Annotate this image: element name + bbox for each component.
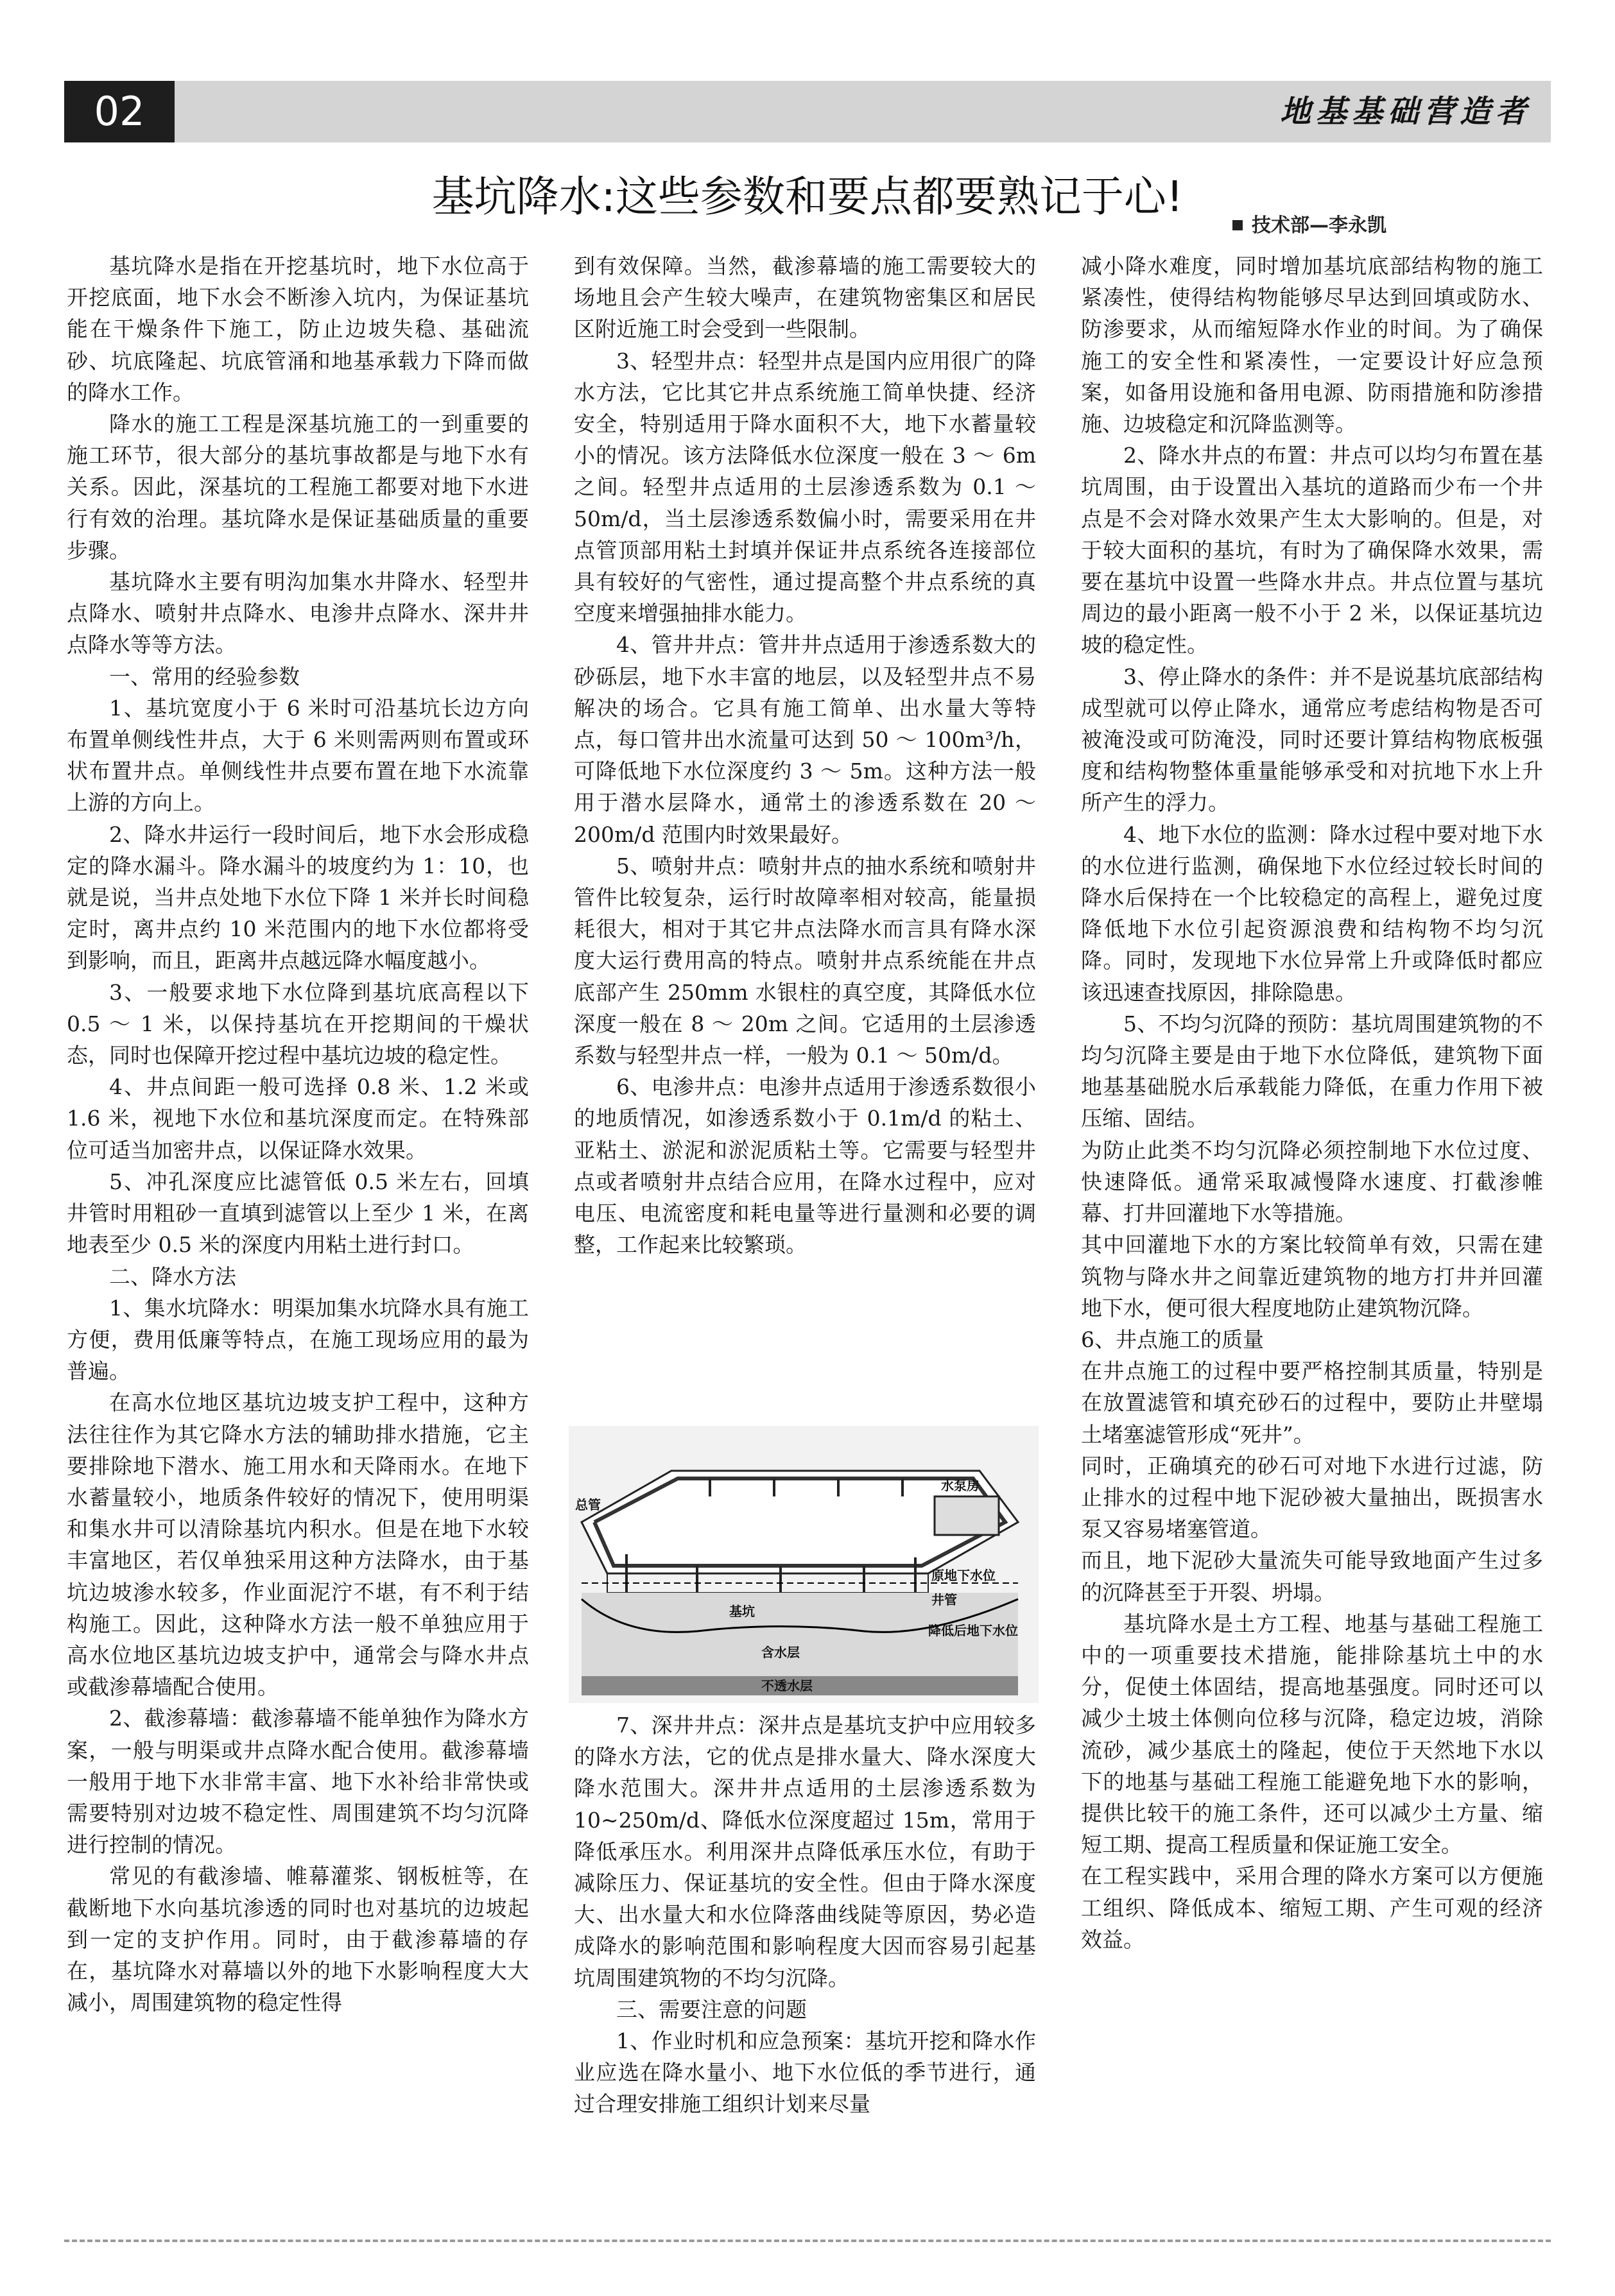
article-title: 基坑降水:这些参数和要点都要熟记于心!: [431, 172, 1184, 221]
label-pit: 基坑: [729, 1604, 755, 1619]
paragraph: 2、降水井运行一段时间后，地下水会形成稳定的降水漏斗。降水漏斗的坡度约为 1：10，也就是说，当井点处地下水位下降 1 米并长时间稳定时，离井点约 10 米范围内的地下水位都将受到影响，而且，距离井点越远降水幅度越小。: [67, 821, 529, 973]
paragraph: 2、降水井点的布置：井点可以均匀布置在基坑周围，由于设置出入基坑的道路而少布一个井点是不会对降水效果产生太大影响的。但是，对于较大面积的基坑，有时为了确保降水效果，需要在基坑中设置一些降水井点。井点位置与基坑周边的最小距离一般不小于 2 米，以保证基坑边坡的稳定性。: [1081, 443, 1543, 658]
article-author: 技术部—李永凯: [1232, 213, 1386, 239]
paragraph: 6、电渗井点：电渗井点适用于渗透系数很小的地质情况，如渗透系数小于 0.1m/d 的粘土、亚粘土、淤泥和淤泥质粘土等。它需要与轻型井点或者喷射井点结合应用，在降水过程中，应对电压、电流密度和耗电量等进行量测和必要的调整，工作起来比较繁琐。: [574, 1074, 1036, 1258]
paragraph: 而且，地下泥砂大量流失可能导致地面产生过多的沉降甚至于开裂、坍塌。: [1081, 1548, 1543, 1605]
paragraph: 4、管井井点：管井井点适用于渗透系数大的砂砾层，地下水丰富的地层，以及轻型井点不易解决的场合。它具有施工简单、出水量大等特点，每口管井出水流量可达到 50 ～ 100m³/h，可降低地下水位深度约 3 ～ 5m。这种方法一般用于潜水层降水，通常土的渗透系数在 20 ～ 200m/d 范围内时效果最好。: [574, 632, 1036, 847]
paragraph: 降水的施工工程是深基坑施工的一到重要的施工环节，很大部分的基坑事故都是与地下水有关系。因此，深基坑的工程施工都要对地下水进行有效的治理。基坑降水是保证基础质量的重要步骤。: [67, 411, 529, 563]
paragraph: 4、地下水位的监测：降水过程中要对地下水的水位进行监测，确保地下水位经过较长时间的降水后保持在一个比较稳定的高程上，避免过度降低地下水位引起资源浪费和结构物不均匀沉降。同时，发现地下水位异常上升或降低时都应该迅速查找原因，排除隐患。: [1081, 821, 1543, 1005]
paragraph: 7、深井井点：深井点是基坑支护中应用较多的降水方法，它的优点是排水量大、降水深度大降水范围大。深井井点适用的土层渗透系数为 10~250m/d、降低水位深度超过 15m，常用于降低承压水。利用深井点降低承压水位，有助于减除压力、保证基坑的安全性。但由于降水深度大、出水量大和水位降落曲线陡等原因，势必造成降水的影响范围和影响程度大因而容易引起基坑周围建筑物的不均匀沉降。: [574, 1713, 1036, 1991]
publication-name: 地基基础营造者: [1279, 94, 1532, 130]
paragraph: 3、轻型井点：轻型井点是国内应用很广的降水方法，它比其它井点系统施工简单快捷、经济安全，特别适用于降水面积不大，地下水蓄量较小的情况。该方法降低水位深度一般在 3 ～ 6m 之间。轻型井点适用的土层渗透系数为 0.1 ～ 50m/d，当土层渗透系数偏小时，需要采用在井点管顶部用粘土封填并保证井点系统各连接部位具有较好的气密性，通过提高整个井点系统的真空度来增强抽排水能力。: [574, 348, 1036, 626]
paragraph: 到有效保障。当然，截渗幕墙的施工需要较大的场地且会产生较大噪声，在建筑物密集区和居民区附近施工时会受到一些限制。: [574, 253, 1036, 342]
column-2-bottom: [574, 1709, 1036, 2120]
paragraph: 4、井点间距一般可选择 0.8 米、1.2 米或 1.6 米，视地下水位和基坑深度而定。在特殊部位可适当加密井点，以保证降水效果。: [67, 1074, 529, 1163]
label-lowered-water-level: 降低后地下水位: [928, 1623, 1018, 1638]
label-main-pipe: 总管: [575, 1497, 601, 1512]
paragraph: 5、冲孔深度应比滤管低 0.5 米左右，回填井管时用粗砂一直填到滤管以上至少 1 米，在离地表至少 0.5 米的深度内用粘土进行封口。: [67, 1169, 529, 1258]
paragraph: 基坑降水是指在开挖基坑时，地下水位高于开挖底面，地下水会不断渗入坑内，为保证基坑能在干燥条件下施工，防止边坡失稳、基础流砂、坑底隆起、坑底管涌和地基承载力下降而做的降水工作。: [67, 253, 529, 405]
label-pump-room: 水泵房: [941, 1478, 980, 1493]
paragraph: 同时，正确填充的砂石可对地下水进行过滤，防止排水的过程中地下泥砂被大量抽出，既损害水泵又容易堵塞管道。: [1081, 1453, 1543, 1542]
paragraph: 5、喷射井点：喷射井点的抽水系统和喷射井管件比较复杂，运行时故障率相对较高，能量损耗很大，相对于其它井点法降水而言具有降水深度大运行费用高的特点。喷射井点系统能在井点底部产生 250mm 水银柱的真空度，其降低水位深度一般在 8 ～ 20m 之间。它适用的土层渗透系数与轻型井点一样，一般为 0.1 ～ 50m/d。: [574, 853, 1036, 1068]
paragraph: 减小降水难度，同时增加基坑底部结构物的施工紧凑性，使得结构物能够尽早达到回填或防水、防渗要求，从而缩短降水作业的时间。为了确保施工的安全性和紧凑性，一定要设计好应急预案，如备用设施和备用电源、防雨措施和防渗措施、边坡稳定和沉降监测等。: [1081, 253, 1543, 437]
column-3: [1081, 250, 1543, 1955]
section-heading: 6、井点施工的质量: [1081, 1326, 1264, 1352]
column-1: [67, 250, 529, 2018]
paragraph: 在高水位地区基坑边坡支护工程中，这种方法往往作为其它降水方法的辅助排水措施，它主要排除地下潜水、施工用水和天降雨水。在地下水蓄量较小，地质条件较好的情况下，使用明渠和集水井可以清除基坑内积水。但是在地下水较丰富地区，若仅单独采用这种方法降水，由于基坑边坡渗水较多，作业面泥泞不堪，有不利于结构施工。因此，这种降水方法一般不单独应用于高水位地区基坑边坡支护中，通常会与降水井点或截渗幕墙配合使用。: [67, 1390, 529, 1700]
page-number: 02: [64, 81, 175, 142]
paragraph: 其中回灌地下水的方案比较简单有效，只需在建筑物与降水井之间靠近建筑物的地方打井并回灌地下水，便可很大程度地防止建筑物沉降。: [1081, 1232, 1543, 1321]
label-well-pipe: 井管: [931, 1592, 957, 1607]
footer-divider: [64, 2240, 1551, 2242]
dewatering-diagram: [569, 1426, 1039, 1703]
paragraph: 3、停止降水的条件：并不是说基坑底部结构成型就可以停止降水，通常应考虑结构物是否可被淹没或可防淹没，同时还要计算结构物底板强度和结构物整体重量能够承受和对抗地下水上升所产生的浮力。: [1081, 664, 1543, 816]
paragraph: 5、不均匀沉降的预防：基坑周围建筑物的不均匀沉降主要是由于地下水位降低，建筑物下面地基基础脱水后承载能力降低，在重力作用下被压缩、固结。: [1081, 1011, 1543, 1131]
label-aquifer: 含水层: [761, 1645, 800, 1660]
column-2-top: [574, 250, 1036, 1261]
paragraph: 基坑降水是土方工程、地基与基础工程施工中的一项重要技术措施，能排除基坑土中的水分，促使土体固结，提高地基强度。同时还可以减少土坡土体侧向位移与沉降，稳定边坡，消除流砂，减少基底土的隆起，使位于天然地下水以下的地基与基础工程施工能避免地下水的影响，提供比较干的施工条件，还可以减少土方量、缩短工期、提高工程质量和保证施工安全。: [1081, 1611, 1543, 1858]
paragraph: 基坑降水主要有明沟加集水井降水、轻型井点降水、喷射井点降水、电渗井点降水、深井井点降水等等方法。: [67, 569, 529, 658]
paragraph: 为防止此类不均匀沉降必须控制地下水位过度、快速降低。通常采取减慢降水速度、打截渗帷幕、打井回灌地下水等措施。: [1081, 1137, 1543, 1226]
paragraph: 常见的有截渗墙、帷幕灌浆、钢板桩等，在截断地下水向基坑渗透的同时也对基坑的边坡起到一定的支护作用。同时，由于截渗幕墙的存在，基坑降水对幕墙以外的地下水影响程度大大减小，周围建筑物的稳定性得: [67, 1863, 529, 2016]
paragraph: 1、集水坑降水：明渠加集水坑降水具有施工方便，费用低廉等特点，在施工现场应用的最为普遍。: [67, 1295, 529, 1384]
paragraph: 1、作业时机和应急预案：基坑开挖和降水作业应选在降水量小、地下水位低的季节进行，通过合理安排施工组织计划来尽量: [574, 2028, 1036, 2117]
paragraph: 3、一般要求地下水位降到基坑底高程以下 0.5 ～ 1 米，以保持基坑在开挖期间的干燥状态，同时也保障开挖过程中基坑边坡的稳定性。: [67, 979, 529, 1068]
paragraph: 1、基坑宽度小于 6 米时可沿基坑长边方向布置单侧线性井点，大于 6 米则需两则布置或环状布置井点。单侧线性井点要布置在地下水流靠上游的方向上。: [67, 695, 529, 816]
label-impermeable-layer: 不透水层: [761, 1678, 813, 1693]
section-heading: 三、需要注意的问题: [616, 1996, 807, 2022]
section-heading: 二、降水方法: [109, 1264, 236, 1289]
section-heading: 一、常用的经验参数: [109, 664, 300, 689]
label-original-water-level: 原地下水位: [931, 1568, 996, 1583]
paragraph: 2、截渗幕墙：截渗幕墙不能单独作为降水方案，一般与明渠或井点降水配合使用。截渗幕墙一般用于地下水非常丰富、地下水补给非常快或需要特别对边坡不稳定性、周围建筑不均匀沉降进行控制的情况。: [67, 1706, 529, 1858]
paragraph: 在井点施工的过程中要严格控制其质量，特别是在放置滤管和填充砂石的过程中，要防止井壁塌土堵塞滤管形成“死井”。: [1081, 1358, 1543, 1447]
paragraph: 在工程实践中，采用合理的降水方案可以方便施工组织、降低成本、缩短工期、产生可观的经济效益。: [1081, 1863, 1543, 1952]
